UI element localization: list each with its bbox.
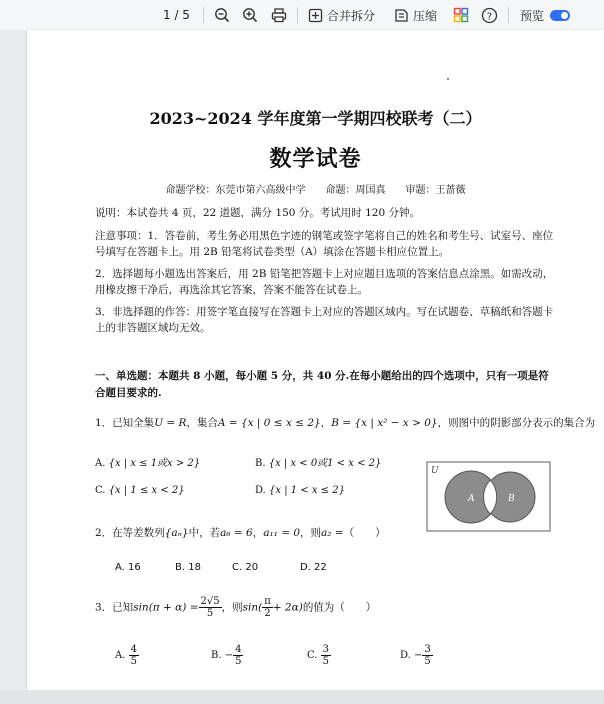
note-3: 3．非选择题的作答：用签字笔直接写在答题卡上对应的答题区域内。写在试题卷、草稿纸和答题卡上的非答题区域均无效。	[95, 306, 554, 334]
toolbar-divider	[508, 7, 509, 23]
zoom-out-icon[interactable]	[214, 0, 230, 30]
venn-b-label: B	[508, 494, 515, 504]
compress-icon	[394, 8, 409, 23]
q3-option-c: C. $\frac{3}{5}$	[307, 644, 330, 667]
q2-option-b: B. 18	[175, 562, 201, 573]
q3-ask-fraction: $\frac{\pi}{2}$	[264, 596, 271, 619]
intro-text: 说明：本试卷共 4 页，22 道题，满分 150 分。考试用时 120 分钟。	[95, 207, 420, 219]
note-1: 注意事项：1．答卷前，考生务必用黑色字迹的钢笔或签字笔将自己的姓名和考生号、试室号、座位号填写在答题卡上。用 2B 铅笔将试卷类型（A）填涂在答题卡相应位置上。	[95, 230, 554, 258]
merge-split-icon	[308, 8, 323, 23]
q1-option-d: D. {x | 1 < x ≤ 2}	[255, 485, 345, 496]
help-icon[interactable]	[481, 0, 498, 30]
venn-diagram	[426, 461, 551, 532]
exam-subject: 数学试卷	[269, 146, 362, 172]
toolbar-divider	[297, 7, 298, 23]
venn-a-label: A	[468, 494, 475, 504]
exam-title: 2023~2024 学年度第一学期四校联考（二）	[149, 109, 482, 128]
compress-button[interactable]: 压缩	[394, 0, 437, 30]
q2-option-a: A. 16	[115, 562, 141, 573]
q1-option-b: B. {x | x < 0或1 < x < 2}	[255, 458, 382, 469]
q2-option-c: C. 20	[232, 562, 259, 573]
q1-option-c: C. {x | 1 ≤ x < 2}	[95, 485, 185, 496]
toolbar-divider	[203, 7, 204, 23]
preview-toggle[interactable]: 预览	[520, 0, 570, 30]
toggle-switch[interactable]	[550, 10, 570, 21]
horizontal-scrollbar[interactable]	[0, 690, 604, 704]
question-1: 1．已知全集U = R，集合A = {x | 0 ≤ x ≤ 2}，B = {x | x² − x > 0}，则图中的阴影部分表示的集合为	[95, 417, 596, 429]
speck	[447, 78, 449, 80]
svg-text:?: ?	[486, 10, 493, 22]
q1-option-a: A. {x | x ≤ 1或x > 2}	[95, 458, 201, 469]
q3-option-b: B. − $\frac{4}{5}$	[211, 644, 242, 667]
exam-meta: 命题学校：东莞市第六高级中学 命题：周国真 审题：王蔷薇	[165, 185, 466, 196]
viewer-toolbar	[0, 0, 604, 31]
left-gutter	[0, 30, 27, 690]
apps-grid-icon[interactable]	[453, 0, 469, 30]
print-icon[interactable]	[271, 0, 287, 30]
section-heading: 一、单选题：本题共 8 小题，每小题 5 分，共 40 分.在每小题给出的四个选项中，只有一项是符合题目要求的.	[95, 370, 549, 399]
note-2: 2．选择题每小题选出答案后，用 2B 铅笔把答题卡上对应题目选项的答案信息点涂黑。如需改动，用橡皮擦干净后，再选涂其它答案，答案不能答在试卷上。	[95, 268, 554, 296]
question-2: 2．在等差数列{aₙ}中，若a₆ = 6，a₁₁ = 0，则a₂ =（ ）	[95, 527, 386, 539]
document-page	[27, 30, 604, 690]
merge-split-button[interactable]: 合并拆分	[308, 0, 375, 30]
q3-option-a: A. $\frac{4}{5}$	[115, 644, 137, 667]
q3-option-d: D. − $\frac{3}{5}$	[400, 644, 431, 667]
zoom-in-icon[interactable]	[242, 0, 258, 30]
q2-option-d: D. 22	[300, 562, 327, 573]
page-indicator[interactable]: 1 / 5	[163, 8, 190, 22]
question-3: 3．已知sin(π + α) = $\frac{2√5}{5}$ ，则sin( $\frac{\pi}{2}$ + 2α)的值为（ ）	[95, 596, 377, 619]
venn-u-label: U	[431, 466, 439, 476]
q3-given-fraction: $\frac{2√5}{5}$	[200, 596, 220, 619]
